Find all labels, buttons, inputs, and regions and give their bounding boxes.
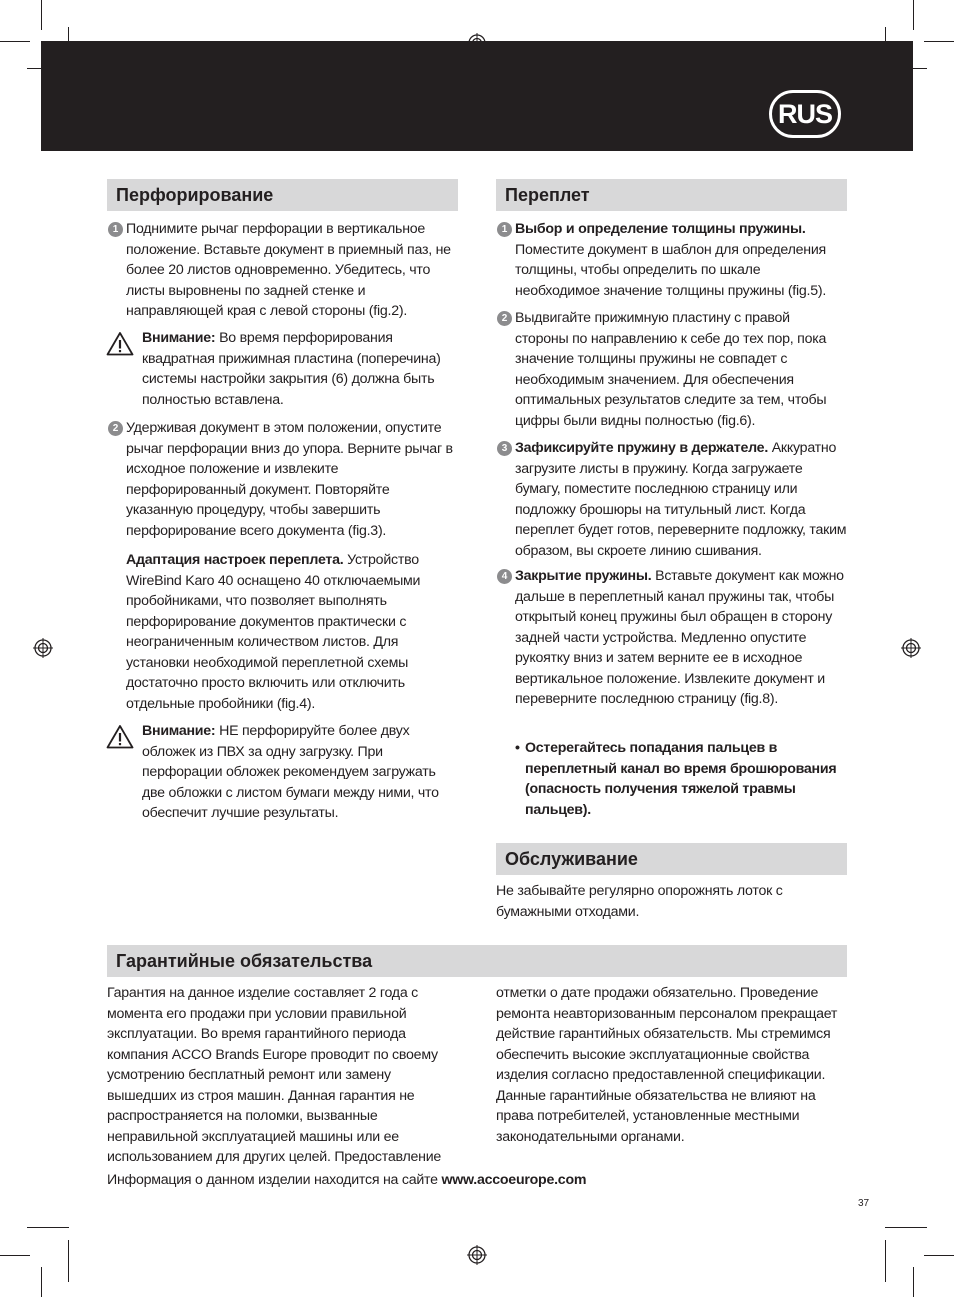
warranty-text-col-1: Гарантия на данное изделие составляет 2 года с момента его продажи при условии правильной эксплуатации. Во время гарантийного периода компания ACCO Brands Europe проводит по своему усмотрению бесплатный ремонт или замену вышедших из строя машин. Данная гарантия не распространяется на поломки, вызванные неправильной эксплуатацией машины или ее использованием для других целей. Предоставление — [107, 985, 442, 1165]
binding-step-1 — [515, 219, 841, 301]
step-text: Поместите документ в шаблон для определения толщины, чтобы определить по шкале необходимое значение толщины пружины (fig.5). — [515, 241, 827, 299]
warning-text: Во время перфорирования квадратная прижимная пластина (поперечина) системы настройки закрытия (6) должна быть полностью вставлена. — [142, 330, 441, 408]
warranty-text-col-2: отметки о дате продажи обязательно. Проведение ремонта неавторизованным персоналом прекращает действие гарантийных обязательств. Мы стремимся обеспечить высокие эксплуатационные свойства изделия согласно предоставленной спецификации. Данные гарантийные обязательства не влияют на права потребителей, установленные местными законодательными органами. — [496, 985, 838, 1145]
warning-icon — [106, 724, 134, 749]
binding-step-3 — [515, 438, 849, 561]
step-number-badge: 1 — [108, 222, 123, 237]
crop-mark — [41, 1267, 42, 1297]
perforation-step-1: Поднимите рычаг перфорации в вертикальное положение. Вставьте документ в приемный паз, не более 20 листов одновременно. Убедитесь, что листы выровнены по задней стенке и направляющей края с левой стороны (fig.2). — [126, 221, 451, 319]
registration-mark-icon — [467, 1245, 487, 1265]
warning-label: Внимание: — [142, 330, 216, 346]
binding-caution-bullet: Остерегайтесь попадания пальцев в переплетный канал во время брошюрования (опасность получения тяжелой травмы пальцев). — [525, 740, 837, 818]
step-number-badge: 2 — [108, 421, 123, 436]
maintenance-text: Не забывайте регулярно опорожнять лоток с бумажными отходами. — [496, 883, 783, 920]
perforation-warning-2 — [142, 721, 456, 824]
step-text: Вставьте документ как можно дальше в переплетный канал пружины так, чтобы открытый конец пружины был обращен в сторону задней части устройства. Медленно опустите рукоятку вниз и затем верните ее в исходное вертикальное положение. Извлеките документ и переверните последнюю страницу (fig.8). — [515, 568, 844, 707]
crop-mark — [924, 1255, 954, 1256]
section-title-warranty: Гарантийные обязательства — [107, 945, 847, 977]
step-label: Выбор и определение толщины пружины. — [515, 221, 806, 237]
language-badge: RUS — [769, 90, 841, 138]
crop-mark — [0, 41, 30, 42]
crop-mark — [41, 0, 42, 30]
perforation-warning-1 — [142, 328, 458, 410]
step-label: Зафиксируйте пружину в держателе. — [515, 440, 769, 456]
product-info-text: Информация о данном изделии находится на сайте — [107, 1172, 442, 1188]
step-number-badge: 3 — [497, 441, 512, 456]
perforation-adaptation — [126, 550, 444, 714]
crop-mark — [68, 1240, 69, 1282]
warning-icon — [106, 331, 134, 356]
page-number: 37 — [858, 1198, 870, 1209]
perforation-step-2: Удерживая документ в этом положении, опустите рычаг перфорации вниз до упора. Верните рычаг в исходное положение и извлеките перфорированный документ. Повторяйте указанную процедуру, чтобы завершить перфорирование всего документа (fig.3). — [126, 420, 453, 539]
registration-mark-icon — [901, 638, 921, 658]
crop-mark — [885, 1227, 927, 1228]
registration-mark-icon — [33, 638, 53, 658]
step-number-badge: 2 — [497, 311, 512, 326]
bullet-mark: • — [515, 740, 520, 756]
step-label: Закрытие пружины. — [515, 568, 652, 584]
step-text: Аккуратно загрузите листы в пружину. Когда загружаете бумагу, поместите последнюю страницу или подложку брошюры на титульный лист. Когда переплет будет готов, переверните подложку, таким образом, вы скроете линию сшивания. — [515, 440, 847, 559]
section-title-perforation: Перфорирование — [107, 179, 458, 211]
crop-mark — [27, 1227, 69, 1228]
step-number-badge: 4 — [497, 569, 512, 584]
crop-mark — [913, 0, 914, 30]
section-title-maintenance: Обслуживание — [496, 843, 847, 875]
binding-step-2: Выдвигайте прижимную пластину с правой стороны по направлению к себе до тех пор, пока значение толщины пружины не совпадет с необходимым значением. Для обеспечения оптимальных результатов следите за тем, чтобы цифры были видны полностью (fig.6). — [515, 310, 827, 429]
website-link[interactable]: www.accoeurope.com — [441, 1172, 587, 1188]
step-number-badge: 1 — [497, 222, 512, 237]
warning-text: НЕ перфорируйте более двух обложек из ПВХ за одну загрузку. При перфорации обложек рекомендуем загружать две обложки с листом бумаги между ними, что обеспечит лучшие результаты. — [142, 723, 439, 821]
binding-step-4 — [515, 566, 849, 710]
section-title-binding: Переплет — [496, 179, 847, 211]
crop-mark — [885, 1240, 886, 1282]
adaptation-label: Адаптация настроек переплета. — [126, 552, 344, 568]
adaptation-text: Устройство WireBind Karo 40 оснащено 40 отключаемыми пробойниками, что позволяет выполнять перфорирование документов практически с неограниченным количеством листов. Для установки необходимой переплетной схемы достаточно просто включить или отключить отдельные пробойники (fig.4). — [126, 552, 421, 712]
crop-mark — [0, 1255, 30, 1256]
product-info-line — [107, 1170, 707, 1191]
crop-mark — [924, 41, 954, 42]
warning-label: Внимание: — [142, 723, 216, 739]
crop-mark — [913, 1267, 914, 1297]
